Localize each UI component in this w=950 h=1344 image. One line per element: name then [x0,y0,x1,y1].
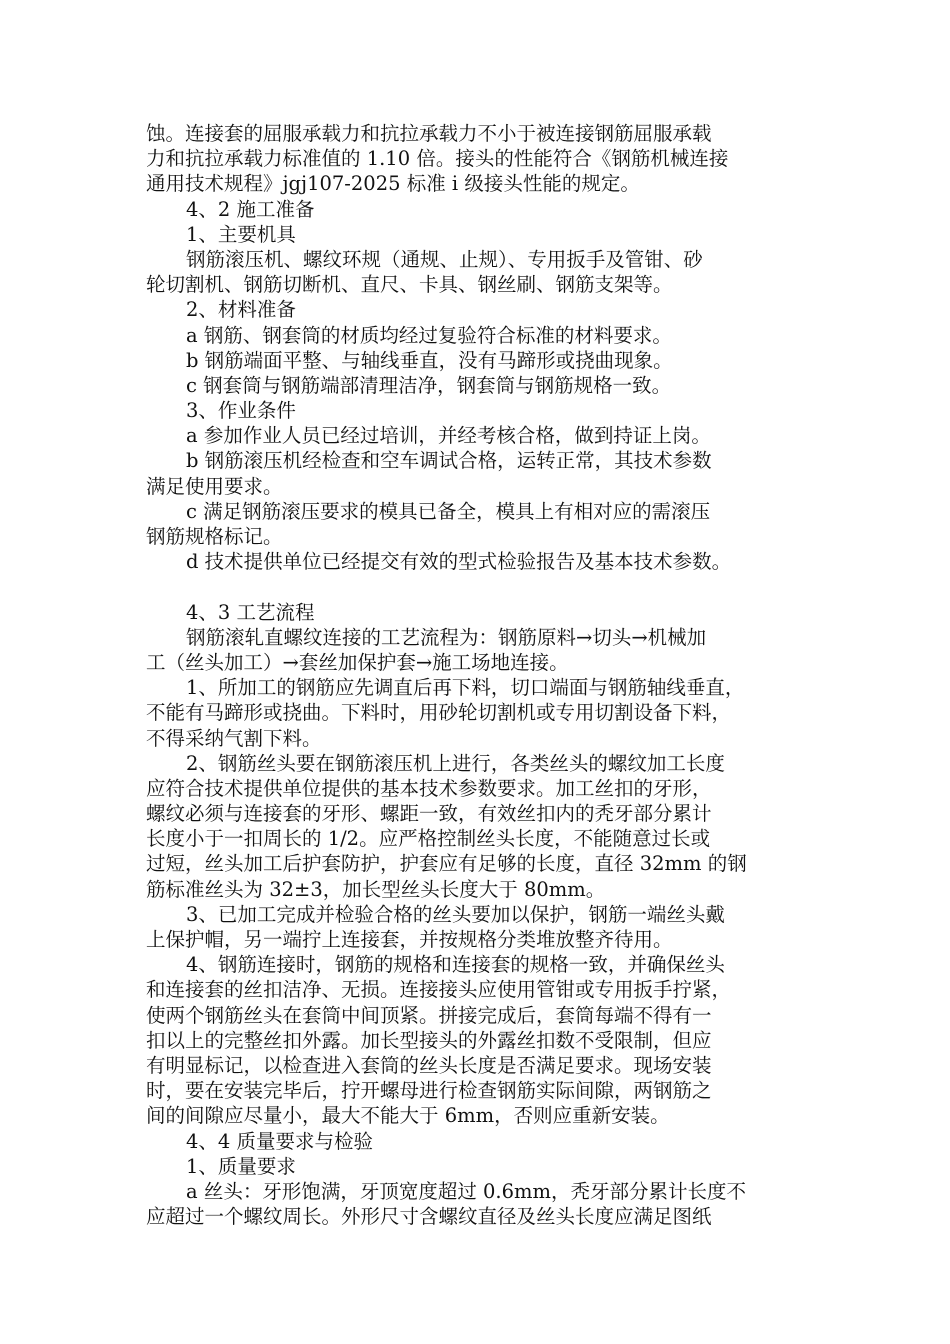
text-line: 通用技术规程》jgj107-2025 标准 i 级接头性能的规定。 [146,172,640,196]
text-line: 使两个钢筋丝头在套筒中间顶紧。拼接完成后，套筒每端不得有一 [146,1003,712,1027]
subsection-heading: 1、质量要求 [186,1154,296,1178]
list-item: d 技术提供单位已经提交有效的型式检验报告及基本技术参数。 [186,550,732,574]
text-line: 工（丝头加工）→套丝加保护套→施工场地连接。 [146,650,569,674]
text-line: 不能有马蹄形或挠曲。下料时，用砂轮切割机或专用切割设备下料， [146,701,732,725]
text-line: 钢筋滚轧直螺纹连接的工艺流程为：钢筋原料→切头→机械加 [186,625,707,649]
list-item: c 满足钢筋滚压要求的模具已备全，模具上有相对应的需滚压 [186,499,711,523]
text-line: 蚀。连接套的屈服承载力和抗拉承载力不小于被连接钢筋屈服承载 [146,122,712,145]
text-line: 时，要在安装完毕后，拧开螺母进行检查钢筋实际间隙，两钢筋之 [146,1079,712,1103]
text-line: 应超过一个螺纹周长。外形尺寸含螺纹直径及丝头长度应满足图纸 [146,1205,712,1229]
text-line: 钢筋滚压机、螺纹环规（通规、止规）、专用扳手及管钳、砂 [186,247,703,271]
section-heading: 4、2 施工准备 [186,197,315,221]
text-line: 长度小于一扣周长的 1/2。应严格控制丝头长度，不能随意过长或 [146,827,711,851]
text-line: 过短，丝头加工后护套防护，护套应有足够的长度，直径 32mm 的钢 [146,852,747,876]
list-item: b 钢筋端面平整、与轴线垂直，没有马蹄形或挠曲现象。 [186,348,673,372]
list-item: c 钢套筒与钢筋端部清理洁净，钢套筒与钢筋规格一致。 [186,373,672,397]
document-body [146,121,818,1229]
text-line: 和连接套的丝扣洁净、无损。连接接头应使用管钳或专用扳手拧紧， [146,978,732,1002]
text-line: 上保护帽，另一端拧上连接套，并按规格分类堆放整齐待用。 [146,928,673,951]
section-heading: 4、4 质量要求与检验 [186,1129,374,1153]
text-line: 满足使用要求。 [146,474,283,498]
text-line: 钢筋规格标记。 [146,525,283,548]
text-line: 4、钢筋连接时，钢筋的规格和连接套的规格一致，并确保丝头 [186,953,725,977]
text-line: 不得采纳气割下料。 [146,726,322,750]
list-item: a 钢筋、钢套筒的材质均经过复验符合标准的材料要求。 [186,323,672,347]
subsection-heading: 2、材料准备 [186,298,296,322]
text-line: 间的间隙应尽量小，最大不能大于 6mm，否则应重新安装。 [146,1104,670,1128]
text-line: 2、钢筋丝头要在钢筋滚压机上进行，各类丝头的螺纹加工长度 [186,751,725,775]
text-line: 轮切割机、钢筋切断机、直尺、卡具、钢丝刷、钢筋支架等。 [146,273,673,297]
list-item: a 参加作业人员已经过培训，并经考核合格，做到持证上岗。 [186,424,711,448]
section-heading: 4、3 工艺流程 [186,600,315,624]
text-line: 扣以上的完整丝扣外露。加长型接头的外露丝扣数不受限制，但应 [146,1028,712,1052]
text-line: 应符合技术提供单位提供的基本技术参数要求。加工丝扣的牙形， [146,776,712,800]
text-line: 筋标准丝头为 32±3，加长型丝头长度大于 80mm。 [146,877,606,901]
subsection-heading: 3、作业条件 [186,399,296,423]
text-line: 3、已加工完成并检验合格的丝头要加以保护，钢筋一端丝头戴 [186,902,725,926]
text-line: 力和抗拉承载力标准值的 1.10 倍。接头的性能符合《钢筋机械连接 [146,147,729,171]
list-item: b 钢筋滚压机经检查和空车调试合格，运转正常，其技术参数 [186,449,712,473]
text-line: 1、所加工的钢筋应先调直后再下料，切口端面与钢筋轴线垂直， [186,676,745,700]
list-item: a 丝头：牙形饱满，牙顶宽度超过 0.6mm，秃牙部分累计长度不 [186,1179,747,1203]
subsection-heading: 1、主要机具 [186,222,296,246]
blank-line [146,574,818,599]
text-line: 螺纹必须与连接套的牙形、螺距一致，有效丝扣内的秃牙部分累计 [146,802,712,826]
text-line: 有明显标记，以检查进入套筒的丝头长度是否满足要求。现场安装 [146,1053,712,1077]
